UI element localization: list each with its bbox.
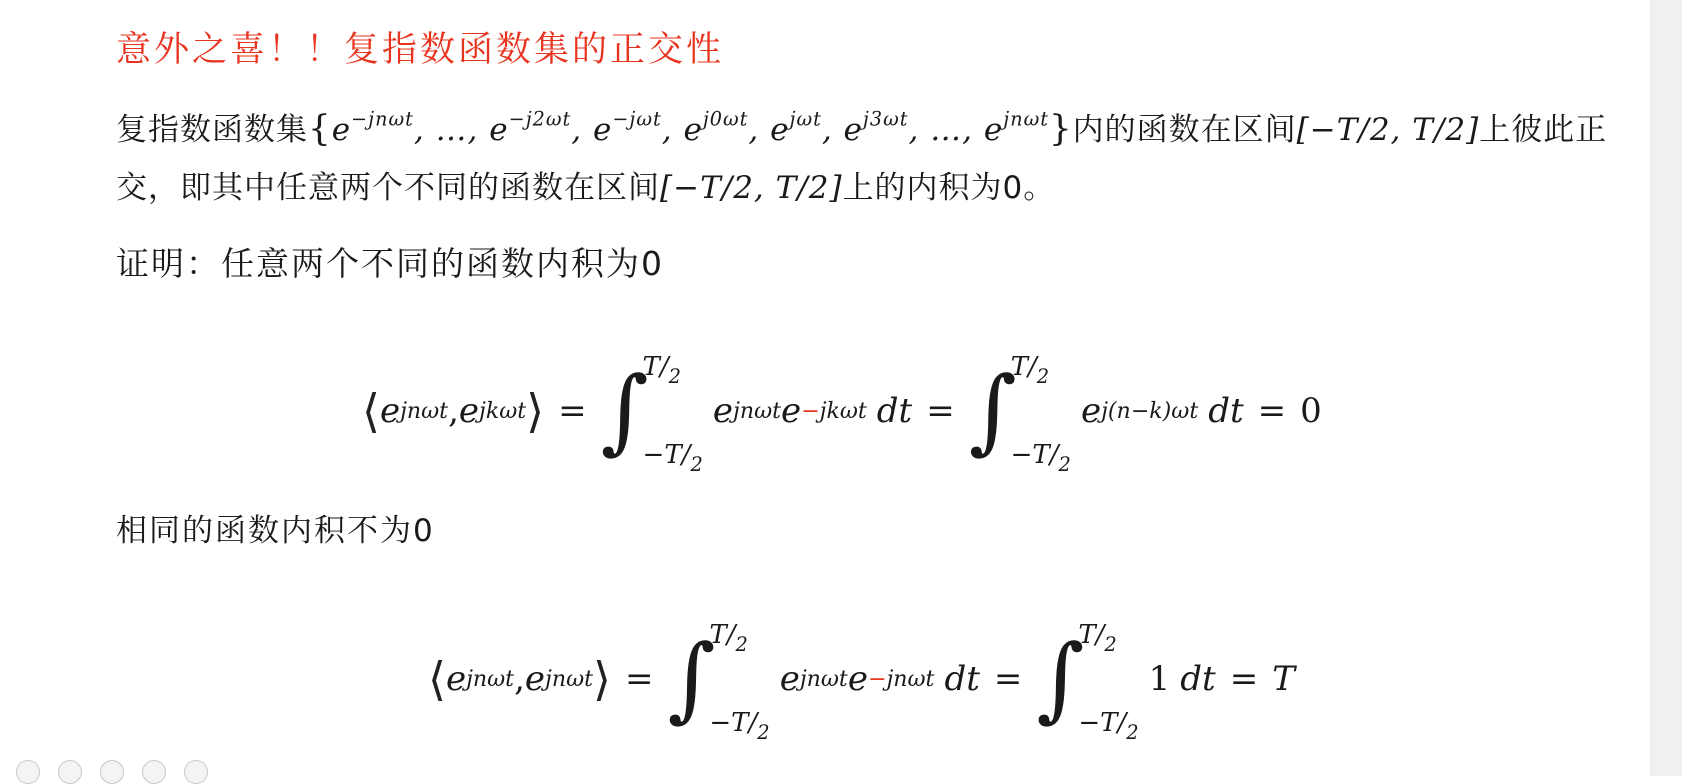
interval-2: [−T/2, T/2] xyxy=(660,170,843,206)
statement-line1-end: 上彼此正 xyxy=(1479,112,1608,148)
right-angle-bracket: ⟩ xyxy=(592,652,611,706)
toolbar-button[interactable] xyxy=(100,760,124,784)
right-angle-bracket: ⟩ xyxy=(526,384,545,438)
statement-suffix: 内的函数在区间 xyxy=(1072,112,1297,148)
statement-prefix: 复指数函数集 xyxy=(116,112,308,148)
left-angle-bracket: ⟨ xyxy=(428,652,446,706)
equation-self-inner-product: ⟨ e jnωt , e jnωt ⟩ = ∫ $T/_2$ $-T/_2$ e jnωt e −jnωt dt = ∫ $T/_2$ $-T/_2$ 1 dt = T xyxy=(428,620,1295,744)
minus-sign-highlight: − xyxy=(867,666,887,692)
toolbar-button[interactable] xyxy=(184,760,208,784)
window-edge-strip xyxy=(1650,0,1682,776)
integral-1: ∫ $T/_2$ $-T/_2$ xyxy=(600,352,703,476)
interval-1: [−T/2, T/2] xyxy=(1296,112,1480,148)
equation-orthogonality: ⟨ e jnωt , e jkωt ⟩ = ∫ $T/_2$ $-T/_2$ e jnωt e −jkωt dt = ∫ $T/_2$ $-T/_2$ e j(n−k)ωt dt = 0 xyxy=(362,352,1322,476)
function-set-list: $e^{-jn\omega t}$, …, $e^{-j2\omega t}$, $e^{-j\omega t}$, $e^{j0\omega t}$, $e^{j\omega t}$, $e^{j3\omega t}$, …, $e^{jn\omega t}$ xyxy=(331,107,1049,148)
toolbar-button[interactable] xyxy=(16,760,40,784)
integral-3: ∫ $T/_2$ $-T/_2$ xyxy=(667,620,770,744)
statement-line2: 交，即其中任意两个不同的函数在区间 xyxy=(116,170,660,206)
integral-4: ∫ $T/_2$ $-T/_2$ xyxy=(1036,620,1139,744)
minus-sign-highlight: − xyxy=(801,398,820,424)
integral-2: ∫ $T/_2$ $-T/_2$ xyxy=(968,352,1071,476)
slide-title: 意外之喜！！复指数函数集的正交性 xyxy=(116,30,725,70)
result-zero: 0 xyxy=(1300,391,1322,431)
same-function-heading: 相同的函数内积不为0 xyxy=(116,513,435,549)
toolbar-button[interactable] xyxy=(58,760,82,784)
toolbar-button[interactable] xyxy=(142,760,166,784)
statement-line2-end: 上的内积为0。 xyxy=(842,170,1056,206)
set-close-brace: } xyxy=(1048,108,1073,149)
slide-toolbar xyxy=(16,760,208,784)
set-open-brace: { xyxy=(308,108,332,149)
statement-paragraph xyxy=(116,100,1636,217)
proof-heading: 证明：任意两个不同的函数内积为0 xyxy=(116,244,664,283)
result-T: T xyxy=(1272,659,1295,699)
left-angle-bracket: ⟨ xyxy=(362,384,380,438)
